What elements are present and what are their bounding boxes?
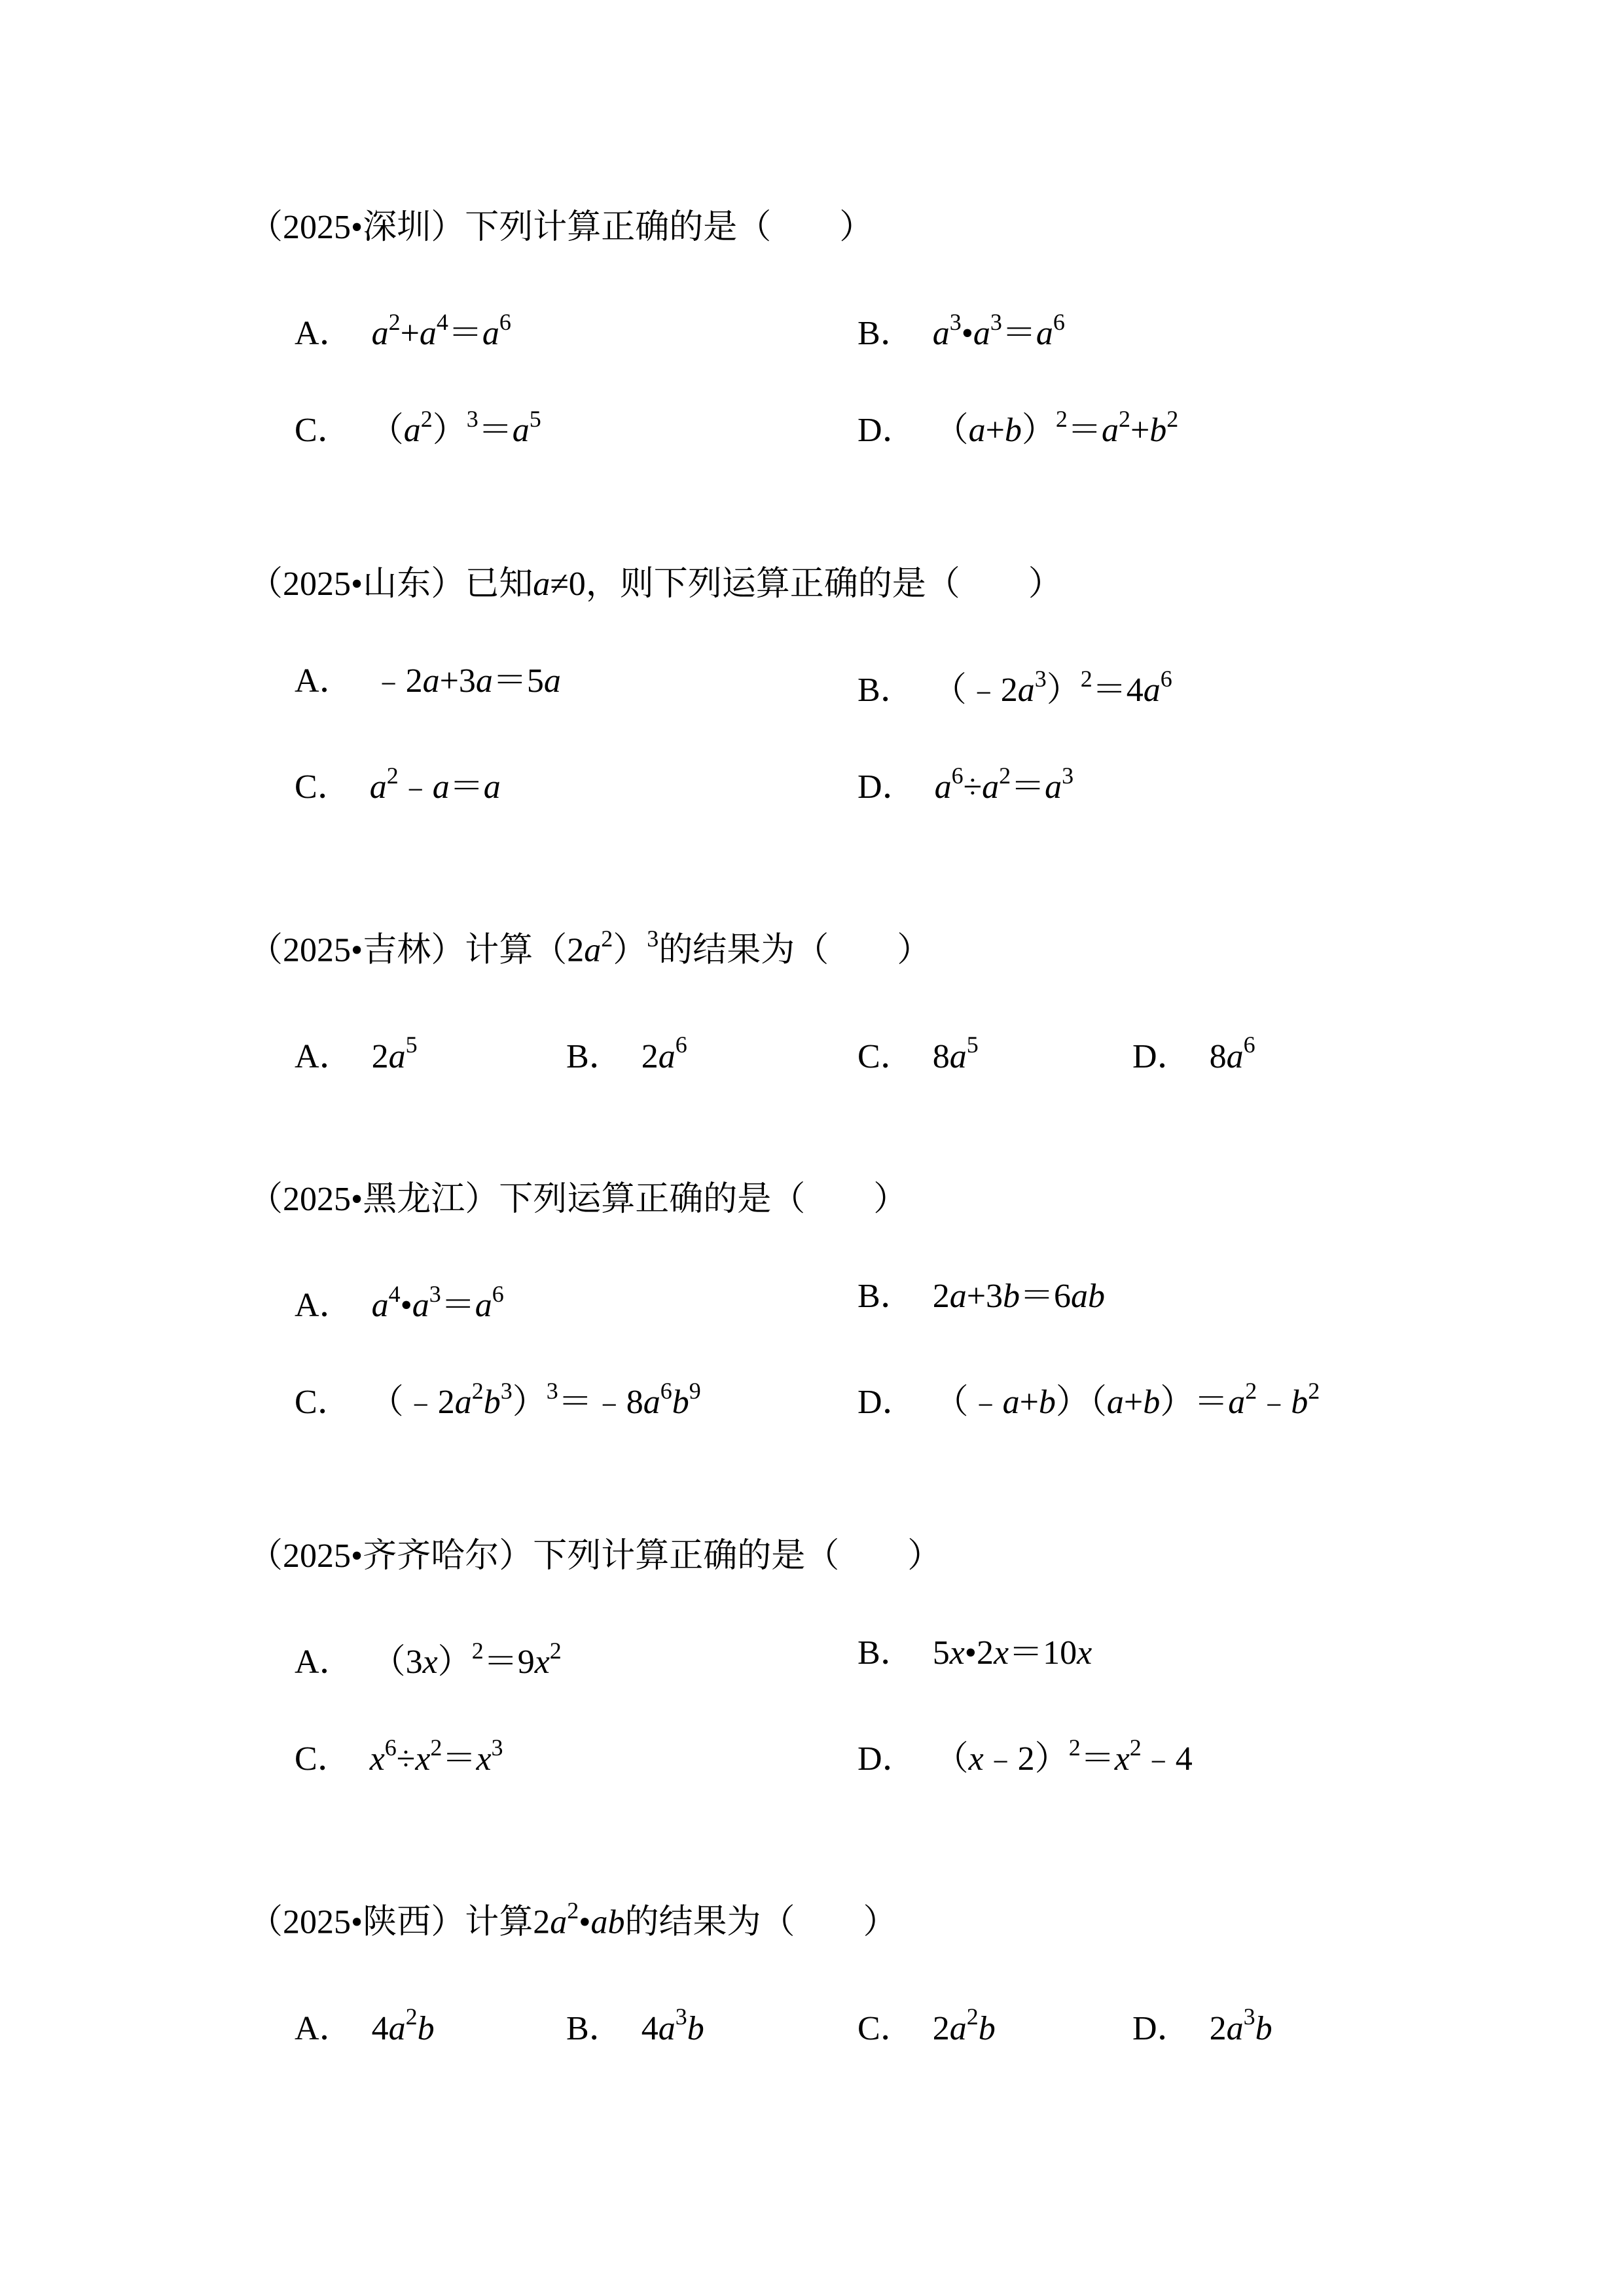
option-a[interactable] [295, 1272, 504, 1331]
option-expression: $a^2+a^4=a^6$ [371, 309, 511, 353]
option-letter: A． [295, 2009, 353, 2047]
option-expression: $a^3•a^3=a^6$ [932, 309, 1065, 353]
option-expression: $(﹣2a^3)^2=4a^6$ [932, 666, 1172, 709]
option-letter: D． [1132, 1037, 1191, 1075]
option-expression: $4a^2b$ [371, 2003, 435, 2047]
option-letter: C． [295, 768, 352, 806]
option-expression: ﹣2a+3a＝5a [371, 662, 561, 700]
option-letter: C． [295, 1740, 352, 1778]
option-a[interactable] [295, 1022, 418, 1081]
option-expression: $x^6\div x^2=x^3$ [369, 1734, 503, 1778]
option-letter: D． [1132, 2009, 1191, 2047]
option-expression: $(﹣a+b)(a+b)=a^2﹣b^2$ [934, 1378, 1320, 1422]
option-letter: C． [295, 1384, 352, 1422]
option-b[interactable] [857, 300, 1065, 359]
option-letter: C． [857, 1037, 914, 1075]
option-expression: $8a^5$ [932, 1031, 979, 1075]
option-c[interactable] [857, 1022, 979, 1081]
question-stem: （2025•陕西）计算$2a^2•ab$的结果为（ ） [249, 1897, 897, 1941]
option-letter: B． [857, 1634, 914, 1672]
question-3 [249, 916, 1492, 1075]
option-a[interactable] [295, 1628, 562, 1687]
question-6 [249, 1888, 1492, 2047]
option-letter: A． [295, 662, 353, 700]
option-a[interactable] [295, 1994, 435, 2053]
question-stem: （2025•山东）已知a≠0，则下列运算正确的是（ ） [249, 565, 1062, 603]
option-letter: D． [857, 1384, 916, 1422]
option-letter: B． [566, 2009, 623, 2047]
option-d[interactable] [857, 1369, 1320, 1427]
option-expression: $2a^3b$ [1209, 2003, 1272, 2047]
option-expression: $a^4•a^3=a^6$ [371, 1281, 504, 1325]
option-letter: A． [295, 315, 353, 353]
option-d[interactable] [857, 1725, 1193, 1784]
option-expression: $a^2﹣a=a$ [369, 762, 501, 806]
option-a[interactable] [295, 300, 511, 359]
question-stem: （2025•深圳）下列计算正确的是（ ） [249, 209, 874, 246]
option-expression: 2a+3b＝6ab [932, 1278, 1106, 1315]
option-c[interactable] [295, 1725, 503, 1784]
option-d[interactable] [857, 397, 1178, 456]
question-stem: （2025•黑龙江）下列运算正确的是（ ） [249, 1181, 908, 1218]
option-c[interactable] [295, 397, 541, 456]
option-expression: $2a^2b$ [932, 2003, 996, 2047]
option-d[interactable] [1132, 1022, 1255, 1081]
option-expression: $(3x)^2=9x^2$ [371, 1638, 562, 1681]
option-b[interactable] [857, 1272, 1105, 1321]
question-4 [249, 1175, 1492, 1422]
option-expression: $(x﹣2)^2=x^2﹣4$ [934, 1734, 1193, 1778]
question-stem: （2025•齐齐哈尔）下列计算正确的是（ ） [249, 1537, 942, 1575]
option-expression: 5x•2x＝10x [932, 1634, 1092, 1672]
option-letter: D． [857, 412, 916, 450]
option-c[interactable] [295, 753, 501, 812]
option-expression: $(﹣2a^2b^3)^3=﹣8a^6b^9$ [369, 1378, 701, 1422]
question-1 [249, 203, 1492, 450]
option-c[interactable] [295, 1369, 701, 1427]
option-letter: A． [295, 1643, 353, 1681]
option-d[interactable] [857, 753, 1074, 812]
option-d[interactable] [1132, 1994, 1272, 2053]
option-b[interactable] [857, 656, 1172, 715]
option-expression: $8a^6$ [1209, 1031, 1255, 1075]
option-expression: $4a^3b$ [641, 2003, 704, 2047]
option-b[interactable] [566, 1994, 704, 2053]
option-letter: C． [857, 2009, 914, 2047]
option-expression: $(a+b)^2=a^2+b^2$ [934, 406, 1179, 450]
option-a[interactable] [295, 656, 561, 706]
option-expression: $a^6\div a^2=a^3$ [934, 762, 1074, 806]
option-letter: B． [566, 1037, 623, 1075]
option-expression: $2a^5$ [371, 1031, 418, 1075]
option-letter: B． [857, 672, 914, 709]
option-b[interactable] [566, 1022, 687, 1081]
question-stem: （2025•吉林）计算$(2a^2)^3$的结果为（ ） [249, 925, 931, 969]
option-letter: B． [857, 1278, 914, 1315]
option-b[interactable] [857, 1628, 1092, 1678]
option-letter: D． [857, 1740, 916, 1778]
option-letter: B． [857, 315, 914, 353]
option-letter: C． [295, 412, 352, 450]
option-letter: A． [295, 1287, 353, 1325]
option-expression: $2a^6$ [641, 1031, 687, 1075]
option-c[interactable] [857, 1994, 996, 2053]
question-2 [249, 560, 1492, 806]
option-letter: A． [295, 1037, 353, 1075]
option-letter: D． [857, 768, 916, 806]
question-5 [249, 1532, 1492, 1778]
option-expression: $(a^2)^3=a^5$ [369, 406, 541, 450]
